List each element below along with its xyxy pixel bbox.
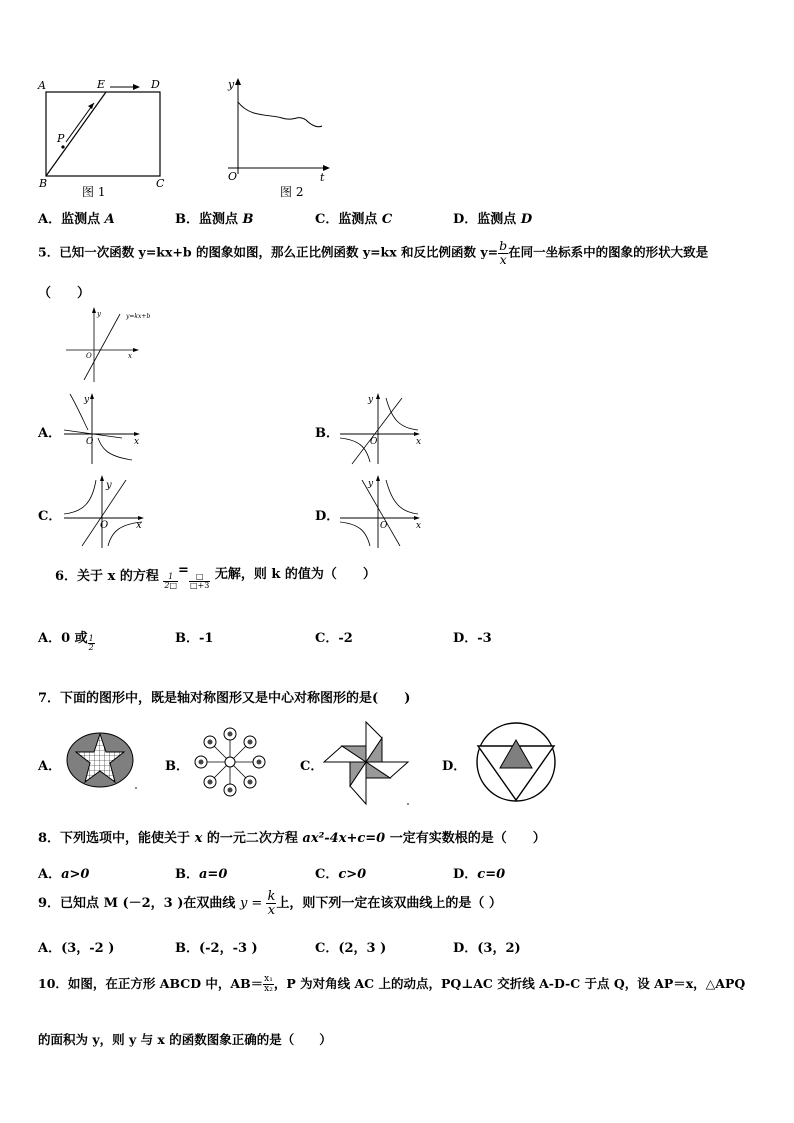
caption-fig-1: 图 1 bbox=[82, 185, 106, 199]
q9-option-c[interactable]: C．(2，3 ) bbox=[315, 941, 387, 956]
svg-text:y=kx+b: y=kx+b bbox=[126, 313, 151, 320]
q4-option-a[interactable]: A．监测点 A bbox=[38, 212, 115, 227]
label-o: O bbox=[228, 170, 238, 183]
caption-fig-2: 图 2 bbox=[280, 185, 304, 199]
q6-fraction-1: $\frac{1}{2□}$ bbox=[164, 572, 178, 590]
q6-option-a[interactable]: A．0 或 $\frac{1}{2}$ bbox=[38, 631, 94, 652]
q4-option-c[interactable]: C．监测点 C bbox=[315, 212, 393, 227]
svg-text:y: y bbox=[106, 480, 112, 491]
q7-option-c[interactable]: C． bbox=[300, 759, 324, 774]
svg-text:y: y bbox=[84, 395, 90, 405]
svg-text:O: O bbox=[100, 520, 109, 531]
svg-text:y: y bbox=[368, 479, 374, 489]
q5-graph-b[interactable] bbox=[338, 392, 424, 466]
q9-option-b[interactable]: B．(-2，-3 ) bbox=[175, 941, 258, 956]
q5-option-a[interactable]: A． bbox=[38, 426, 62, 441]
q7-option-d[interactable]: D． bbox=[442, 759, 467, 774]
q4-option-b[interactable]: B．监测点 B bbox=[175, 212, 254, 227]
label-p: P bbox=[57, 132, 65, 145]
q10-stem-line-2: 的面积为 y，则 y 与 x 的函数图象正确的是（ ） bbox=[38, 1032, 332, 1047]
svg-text:O: O bbox=[86, 437, 94, 447]
q9-stem: 9．已知点 M (－2，3 )在双曲线 y = $\frac{k}{x}$ 上，则下列一定在该双曲线上的是（ ） bbox=[38, 889, 502, 918]
q9-option-d[interactable]: D．(3，2) bbox=[453, 941, 521, 956]
label-d: D bbox=[151, 78, 160, 91]
q8-option-d[interactable]: D．c=0 bbox=[453, 867, 506, 882]
q8-stem: 8．下列选项中，能使关于 x 的一元二次方程 ax²-4x+c=0 一定有实数根的是（ ） bbox=[38, 831, 546, 846]
point-p bbox=[61, 145, 64, 148]
label-c: C bbox=[156, 177, 165, 190]
figure-1-rectangle bbox=[36, 74, 176, 200]
q10-fraction: $\frac{\text{x₁}}{\text{x₂}}$ bbox=[264, 974, 273, 994]
line-kx-plus-b bbox=[84, 314, 120, 380]
svg-text:x: x bbox=[416, 437, 422, 447]
q5-stem: 5．已知一次函数 y=kx+b 的图象如图，那么正比例函数 y=kx 和反比例函数 y= $\frac{b}{x}$ 在同一坐标系中的图象的形状大致是 bbox=[38, 238, 709, 267]
label-t: t bbox=[320, 171, 325, 184]
svg-text:O: O bbox=[86, 352, 92, 360]
q9-fraction: $\frac{k}{x}$ bbox=[267, 889, 276, 918]
q7-figure-d-circle-triangles[interactable] bbox=[474, 720, 558, 804]
arrow-head-be bbox=[88, 103, 94, 109]
arrow-head-ed bbox=[133, 84, 140, 90]
svg-text:y: y bbox=[368, 395, 374, 405]
q7-stem: 7．下面的图形中，既是轴对称图形又是中心对称图形的是( ) bbox=[38, 691, 411, 706]
svg-text:y: y bbox=[97, 310, 101, 318]
segment-be bbox=[46, 92, 106, 176]
q7-figure-a-star-in-ellipse[interactable] bbox=[64, 730, 140, 790]
q7-option-a[interactable]: A． bbox=[38, 759, 62, 774]
label-y: y bbox=[228, 78, 235, 91]
svg-text:x: x bbox=[134, 437, 140, 447]
q7-figure-b-flower[interactable] bbox=[192, 726, 268, 798]
q7-figure-c-pinwheel[interactable] bbox=[320, 720, 412, 806]
q5-paren: （ ） bbox=[38, 286, 91, 301]
q6-option-d[interactable]: D．-3 bbox=[453, 631, 492, 646]
q6-stem: 6．关于 x 的方程 $\frac{1}{2□}$ = $\frac{□}{□+3}$ 无解，则 k 的值为（ ） bbox=[55, 563, 376, 590]
svg-text:O: O bbox=[370, 437, 378, 447]
q5-graph-a[interactable] bbox=[62, 392, 142, 466]
q5-option-d[interactable]: D． bbox=[315, 509, 340, 524]
q5-main-graph bbox=[62, 306, 166, 384]
q5-option-b[interactable]: B． bbox=[315, 426, 339, 441]
q7-option-b[interactable]: B． bbox=[165, 759, 189, 774]
q8-option-c[interactable]: C．c>0 bbox=[315, 867, 367, 882]
svg-text:x: x bbox=[136, 520, 142, 531]
q9-option-a[interactable]: A．(3，-2 ) bbox=[38, 941, 115, 956]
label-a: A bbox=[38, 79, 46, 92]
q5-fraction: $\frac{b}{x}$ bbox=[499, 238, 508, 267]
label-e: E bbox=[97, 78, 106, 91]
svg-text:O: O bbox=[380, 521, 388, 531]
q8-option-b[interactable]: B．a=0 bbox=[175, 867, 228, 882]
q6-fraction-2: $\frac{□}{□+3}$ bbox=[189, 572, 210, 590]
q5-graph-d[interactable] bbox=[338, 474, 424, 550]
curve bbox=[238, 102, 322, 127]
q5-option-c[interactable]: C． bbox=[38, 509, 62, 524]
q6-option-b[interactable]: B．-1 bbox=[175, 631, 214, 646]
y-axis-arrow bbox=[235, 78, 241, 85]
q5-graph-c[interactable] bbox=[62, 474, 148, 550]
svg-text:x: x bbox=[128, 352, 132, 360]
q6-option-c[interactable]: C．-2 bbox=[315, 631, 353, 646]
label-b: B bbox=[39, 177, 48, 190]
q10-stem-line-1: 10．如图，在正方形 ABCD 中，AB＝ $\frac{\text{x₁}}{\text{x₂}}$ ，P 为对角线 AC 上的动点，PQ⊥AC 交折线 A-D-C 于点 Q，设 AP＝x，△APQ bbox=[38, 974, 746, 994]
arrow-along-be bbox=[66, 103, 94, 142]
q8-option-a[interactable]: A．a>0 bbox=[38, 867, 90, 882]
svg-text:x: x bbox=[416, 521, 422, 531]
figure-2-graph bbox=[222, 74, 334, 200]
q4-option-d[interactable]: D．监测点 D bbox=[453, 212, 533, 227]
